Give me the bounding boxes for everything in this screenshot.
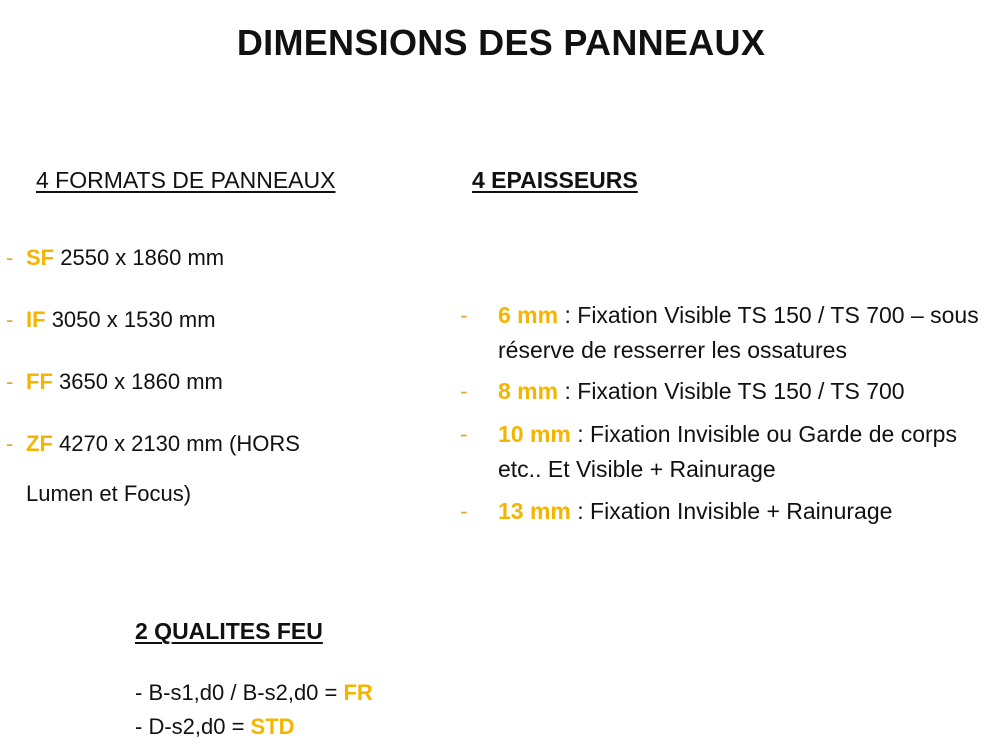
fire-quality-list <box>135 676 373 744</box>
thickness-value: 8 mm <box>498 378 559 404</box>
format-code: SF <box>26 245 55 270</box>
thickness-item-13mm <box>460 494 1000 529</box>
bullet-dash: - <box>460 421 468 447</box>
format-code: FF <box>26 369 53 394</box>
thickness-heading: 4 EPAISSEURS <box>472 167 638 193</box>
thickness-item-10mm <box>460 417 1000 487</box>
thickness-value: 6 mm <box>498 302 559 328</box>
thickness-value: 10 mm <box>498 421 571 447</box>
format-item-if <box>6 305 216 335</box>
fire-quality-item-std <box>135 710 373 744</box>
formats-heading: 4 FORMATS DE PANNEAUX <box>36 167 336 193</box>
format-size: 3050 x 1530 mm <box>51 307 216 332</box>
format-size: 3650 x 1860 mm <box>59 369 223 394</box>
format-item-zf-continuation: Lumen et Focus) <box>26 481 192 506</box>
format-item-sf <box>6 243 224 273</box>
bullet-dash: - <box>6 431 14 456</box>
thickness-desc: : Fixation Visible TS 150 / TS 700 <box>558 378 905 404</box>
format-item-ff <box>6 367 223 397</box>
fire-grade: FR <box>343 680 373 705</box>
fire-class: - B-s1,d0 / B-s2,d0 = <box>135 680 344 705</box>
format-item-zf <box>6 429 300 459</box>
fire-grade: STD <box>250 714 295 739</box>
thickness-item-6mm <box>460 298 1000 368</box>
thickness-value: 13 mm <box>498 498 571 524</box>
page-title: DIMENSIONS DES PANNEAUX <box>236 22 766 63</box>
bullet-dash: - <box>6 369 14 394</box>
bullet-dash: - <box>460 378 468 404</box>
bullet-dash: - <box>6 307 14 332</box>
bullet-dash: - <box>460 498 468 524</box>
fire-class: - D-s2,d0 = <box>135 714 251 739</box>
fire-quality-item-fr <box>135 676 373 710</box>
thickness-desc: : Fixation Invisible + Rainurage <box>570 498 893 524</box>
thickness-desc: : Fixation Invisible ou Garde de corps etc.. Et Visible + Rainurage <box>498 421 957 482</box>
bullet-dash: - <box>6 245 14 270</box>
bullet-dash: - <box>460 302 468 328</box>
format-size: 4270 x 2130 mm (HORS <box>59 431 300 456</box>
thickness-desc: : Fixation Visible TS 150 / TS 700 – sous réserve de resserrer les ossatures <box>498 302 979 363</box>
format-code: ZF <box>26 431 53 456</box>
format-code: IF <box>26 307 46 332</box>
format-size: 2550 x 1860 mm <box>60 245 225 270</box>
thickness-item-8mm <box>460 374 1000 409</box>
fire-quality-heading: 2 QUALITES FEU <box>135 618 323 644</box>
